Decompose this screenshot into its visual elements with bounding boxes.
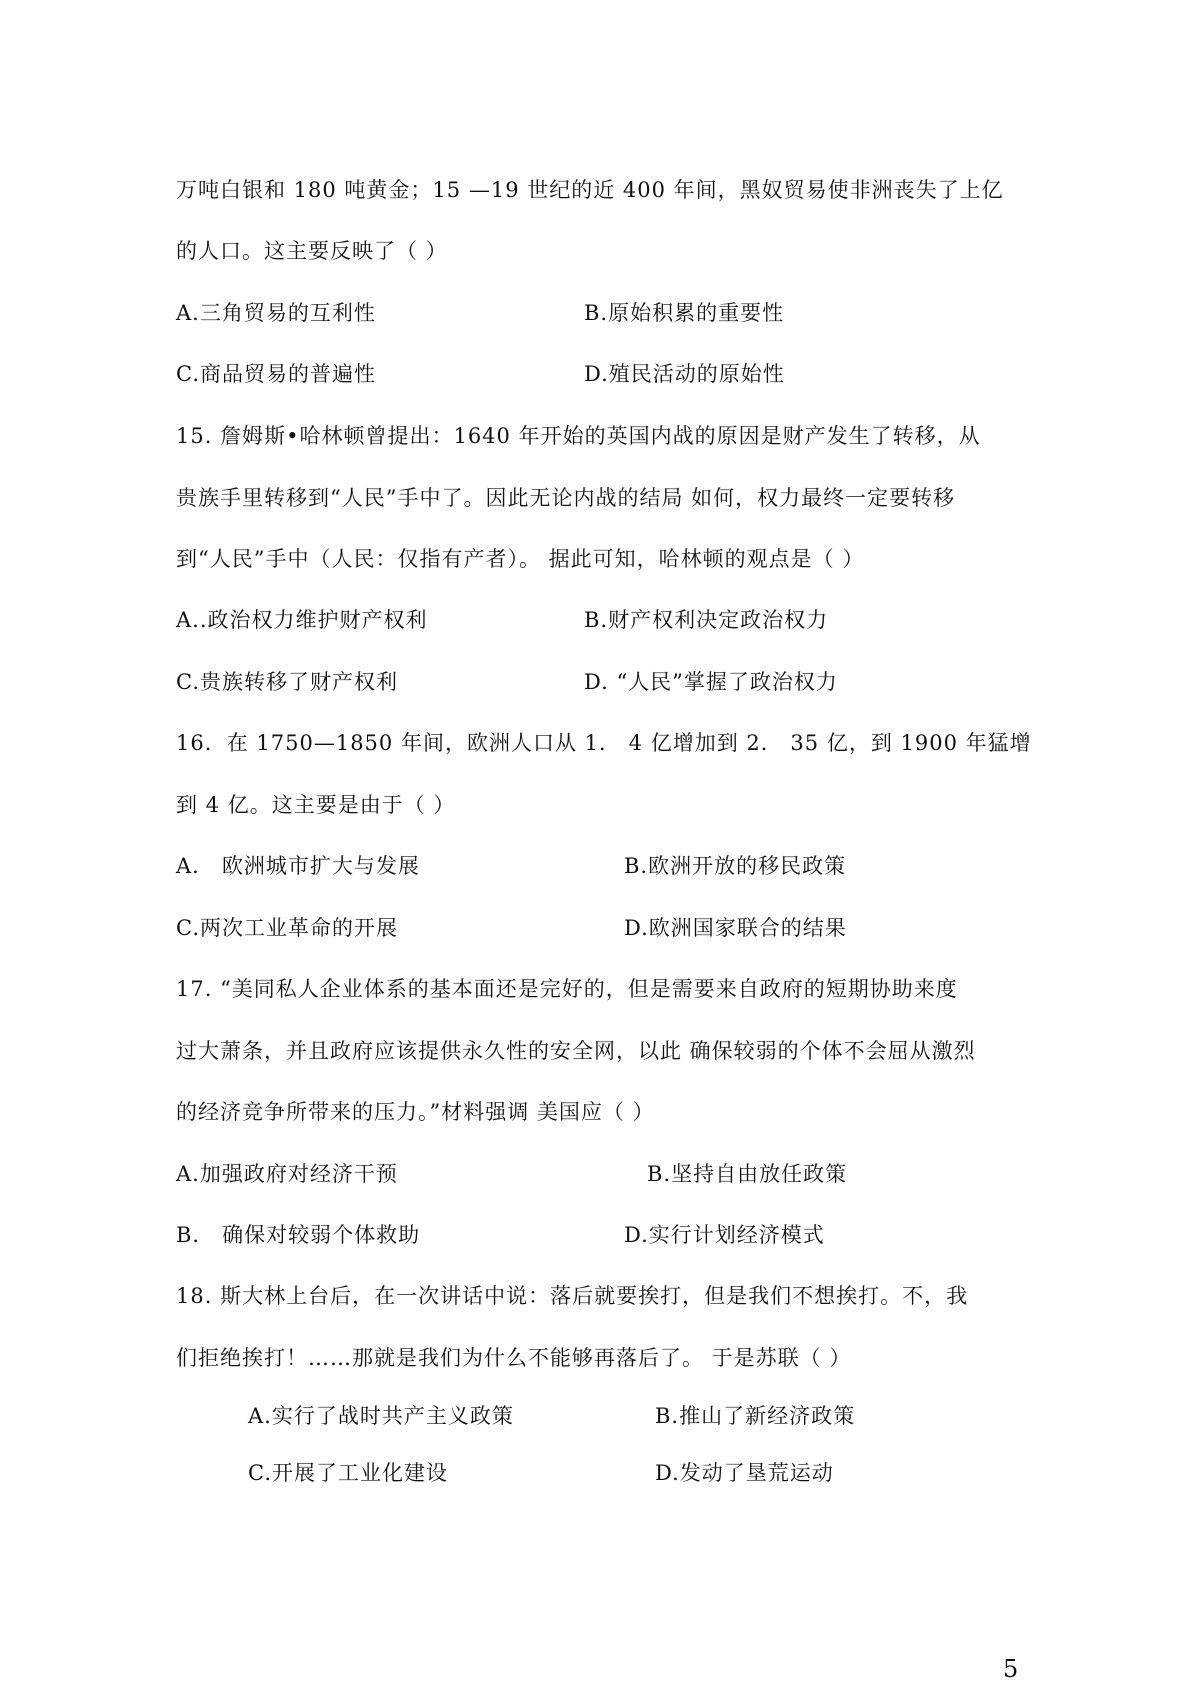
- q14-option-d: D.殖民活动的原始性: [584, 362, 785, 386]
- q15-option-b: B.财产权利决定政治权力: [584, 608, 829, 632]
- page-number: 5: [1003, 1655, 1019, 1683]
- q14-stem-line-1: 万吨白银和 180 吨黄金；15 —19 世纪的近 400 年间，黑奴贸易使非洲丧失了上亿: [176, 178, 1004, 202]
- q18-option-c: C.开展了工业化建设: [248, 1461, 448, 1485]
- q17-option-d: D.实行计划经济模式: [624, 1223, 825, 1247]
- q16-stem-line-2: 到 4 亿。这主要是由于（ ）: [176, 793, 456, 817]
- q14-option-b: B.原始积累的重要性: [584, 301, 785, 325]
- q17-stem-line-1: 17. “美同私人企业体系的基本面还是完好的，但是需要来自政府的短期协助来度: [176, 977, 958, 1001]
- q18-option-a: A.实行了战时共产主义政策: [248, 1404, 514, 1428]
- q18-option-d: D.发动了垦荒运动: [655, 1461, 834, 1485]
- q17-stem-line-3: 的经济竞争所带来的压力。”材料强调 美国应（ ）: [176, 1100, 655, 1124]
- q16-option-d: D.欧洲国家联合的结果: [624, 916, 847, 940]
- q15-stem-line-2: 贵族手里转移到“人民”手中了。因此无论内战的结局 如何，权力最终一定要转移: [176, 486, 956, 510]
- q16-option-c: C.两次工业革命的开展: [176, 916, 398, 940]
- q18-option-b: B.推山了新经济政策: [655, 1404, 856, 1428]
- q15-stem-line-1: 15. 詹姆斯•哈林顿曾提出：1640 年开始的英国内战的原因是财产发生了转移，从: [176, 424, 981, 448]
- q18-stem-line-2: 们拒绝挨打！……那就是我们为什么不能够再落后了。 于是苏联（ ）: [176, 1346, 852, 1370]
- q16-option-b: B.欧洲开放的移民政策: [624, 854, 847, 878]
- q18-stem-line-1: 18. 斯大林上台后，在一次讲话中说：落后就要挨打，但是我们不想挨打。不，我: [176, 1284, 969, 1308]
- q15-stem-line-3: 到“人民”手中（人民：仅指有产者）。 据此可知，哈林顿的观点是（ ）: [176, 547, 865, 571]
- q15-option-c: C.贵族转移了财产权利: [176, 670, 398, 694]
- q15-option-a: A..政治权力维护财产权利: [176, 608, 428, 632]
- q14-option-a: A.三角贸易的互利性: [176, 301, 376, 325]
- q17-option-b: B.坚持自由放任政策: [647, 1162, 848, 1186]
- q16-option-a: A． 欧洲城市扩大与发展: [176, 854, 420, 878]
- q17-stem-line-2: 过大萧条，并且政府应该提供永久性的安全网，以此 确保较弱的个体不会屈从激烈: [176, 1039, 976, 1063]
- q15-option-d: D. “人民”掌握了政治权力: [584, 670, 838, 694]
- q14-stem-line-2: 的人口。这主要反映了（ ）: [176, 239, 448, 263]
- q17-option-a: A.加强政府对经济干预: [176, 1162, 398, 1186]
- q14-option-c: C.商品贸易的普遍性: [176, 362, 376, 386]
- q17-option-c: B． 确保对较弱个体救助: [176, 1223, 421, 1247]
- q16-stem-line-1: 16．在 1750—1850 年间，欧洲人口从 1． 4 亿增加到 2． 35 亿，到 1900 年猛增: [176, 731, 1032, 755]
